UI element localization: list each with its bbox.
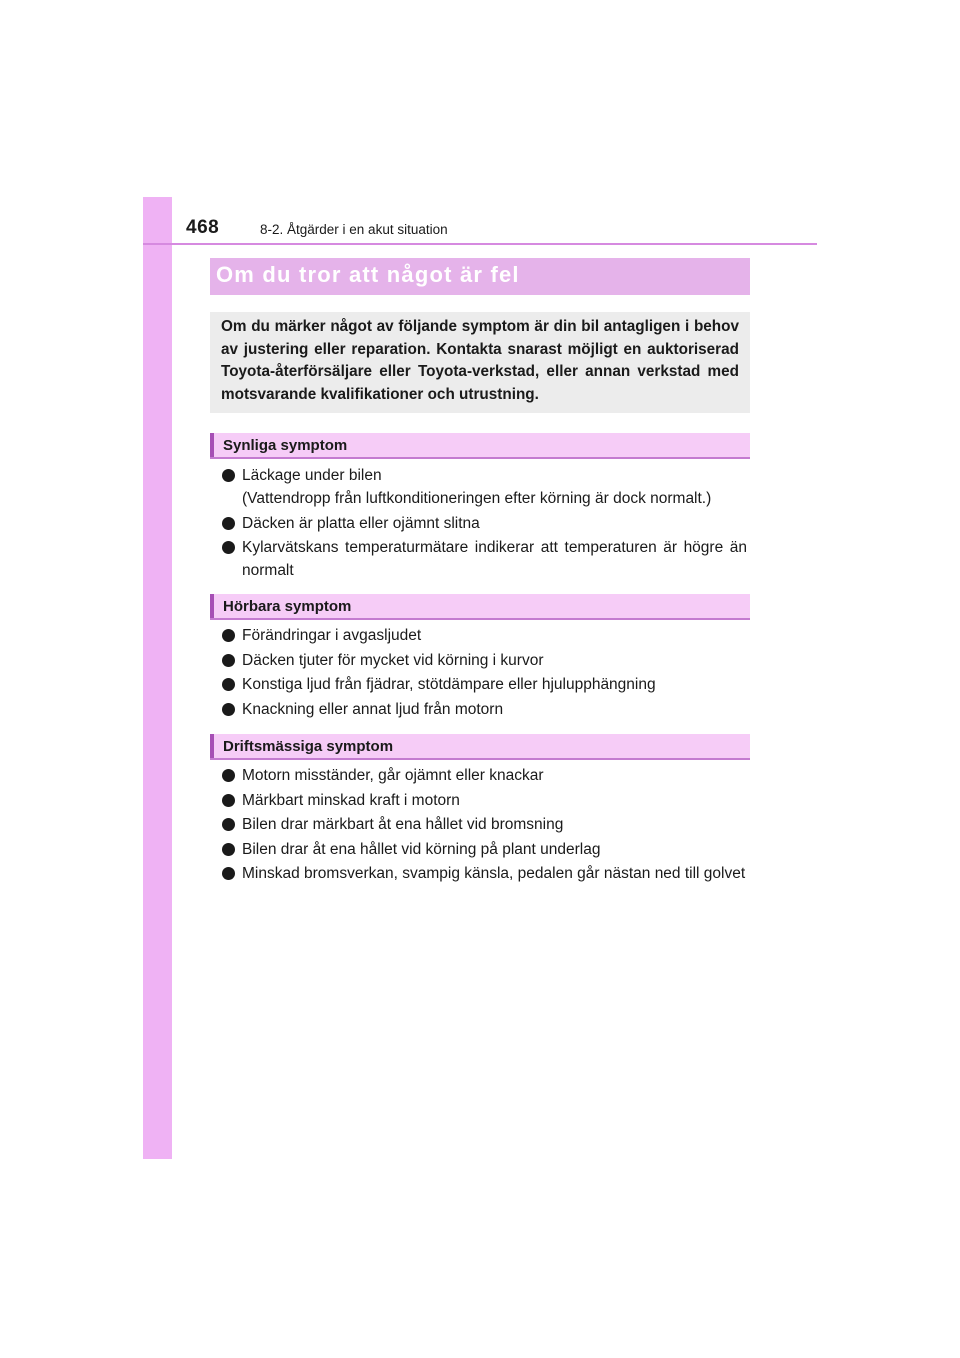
bullet-icon — [222, 867, 235, 880]
bullet-icon — [222, 629, 235, 642]
bullet-icon — [222, 794, 235, 807]
bullet-icon — [222, 654, 235, 667]
bullet-icon — [222, 818, 235, 831]
section-heading-audible — [210, 594, 750, 620]
list-item-text: Däcken är platta eller ojämnt slitna — [242, 514, 480, 532]
bullet-icon — [222, 769, 235, 782]
intro-text: Om du märker något av följande symptom är din bil antagligen i behov av justering eller reparation. Kontakta snarast möjligt en auktoriserad Toyota-återförsäljare eller Toyota-verkstad, eller annan verkstad med motsvarande kvalifikationer och utrustning. — [221, 318, 739, 403]
bullet-icon — [222, 541, 235, 554]
list-item — [222, 536, 747, 582]
side-tab-strip — [143, 197, 172, 1159]
section-heading-operational — [210, 734, 750, 760]
list-item-text: Förändringar i avgasljudet — [242, 627, 422, 644]
list-item — [222, 624, 747, 647]
symptom-list-visible — [222, 464, 747, 584]
bullet-icon — [222, 703, 235, 716]
page-title: Om du tror att något är fel — [216, 262, 520, 287]
list-item — [222, 764, 747, 787]
section-heading-visible — [210, 433, 750, 459]
page-title-bar — [210, 258, 750, 295]
list-item-text: Kylarvätskans temperaturmätare indikerar att temperaturen är högre än normalt — [242, 539, 747, 579]
list-item-text: Läckage under bilen — [242, 467, 382, 484]
header-divider — [143, 243, 817, 245]
bullet-icon — [222, 469, 235, 482]
list-item — [222, 464, 747, 510]
bullet-icon — [222, 517, 235, 530]
list-item — [222, 789, 747, 812]
list-item — [222, 649, 747, 672]
bullet-icon — [222, 843, 235, 856]
section-breadcrumb: 8-2. Åtgärder i en akut situation — [260, 222, 448, 237]
list-item-text: Bilen drar åt ena hållet vid körning på plant underlag — [242, 840, 601, 858]
list-item-text: Motorn misständer, går ojämnt eller knackar — [242, 767, 544, 784]
list-item-text: Knackning eller annat ljud från motorn — [242, 700, 504, 718]
page-number: 468 — [186, 217, 220, 238]
list-item-text: Bilen drar märkbart åt ena hållet vid bromsning — [242, 816, 564, 833]
bullet-icon — [222, 678, 235, 691]
list-item — [222, 673, 747, 696]
list-item-text: Märkbart minskad kraft i motorn — [242, 791, 460, 809]
list-item-note: (Vattendropp från luftkonditioneringen efter körning är dock normalt.) — [242, 490, 712, 507]
section-heading-label: Driftsmässiga symptom — [223, 738, 394, 755]
intro-box — [210, 312, 750, 413]
list-item-text: Konstiga ljud från fjädrar, stötdämpare eller hjulupphängning — [242, 676, 656, 693]
list-item — [222, 512, 747, 535]
list-item-text: Minskad bromsverkan, svampig känsla, pedalen går nästan ned till golvet — [242, 865, 746, 882]
section-heading-label: Hörbara symptom — [223, 598, 352, 615]
list-item — [222, 813, 747, 836]
list-item — [222, 862, 747, 885]
list-item-text: Däcken tjuter för mycket vid körning i kurvor — [242, 651, 544, 669]
section-heading-label: Synliga symptom — [223, 437, 348, 454]
symptom-list-operational — [222, 764, 747, 887]
symptom-list-audible — [222, 624, 747, 722]
list-item — [222, 838, 747, 861]
list-item — [222, 698, 747, 721]
